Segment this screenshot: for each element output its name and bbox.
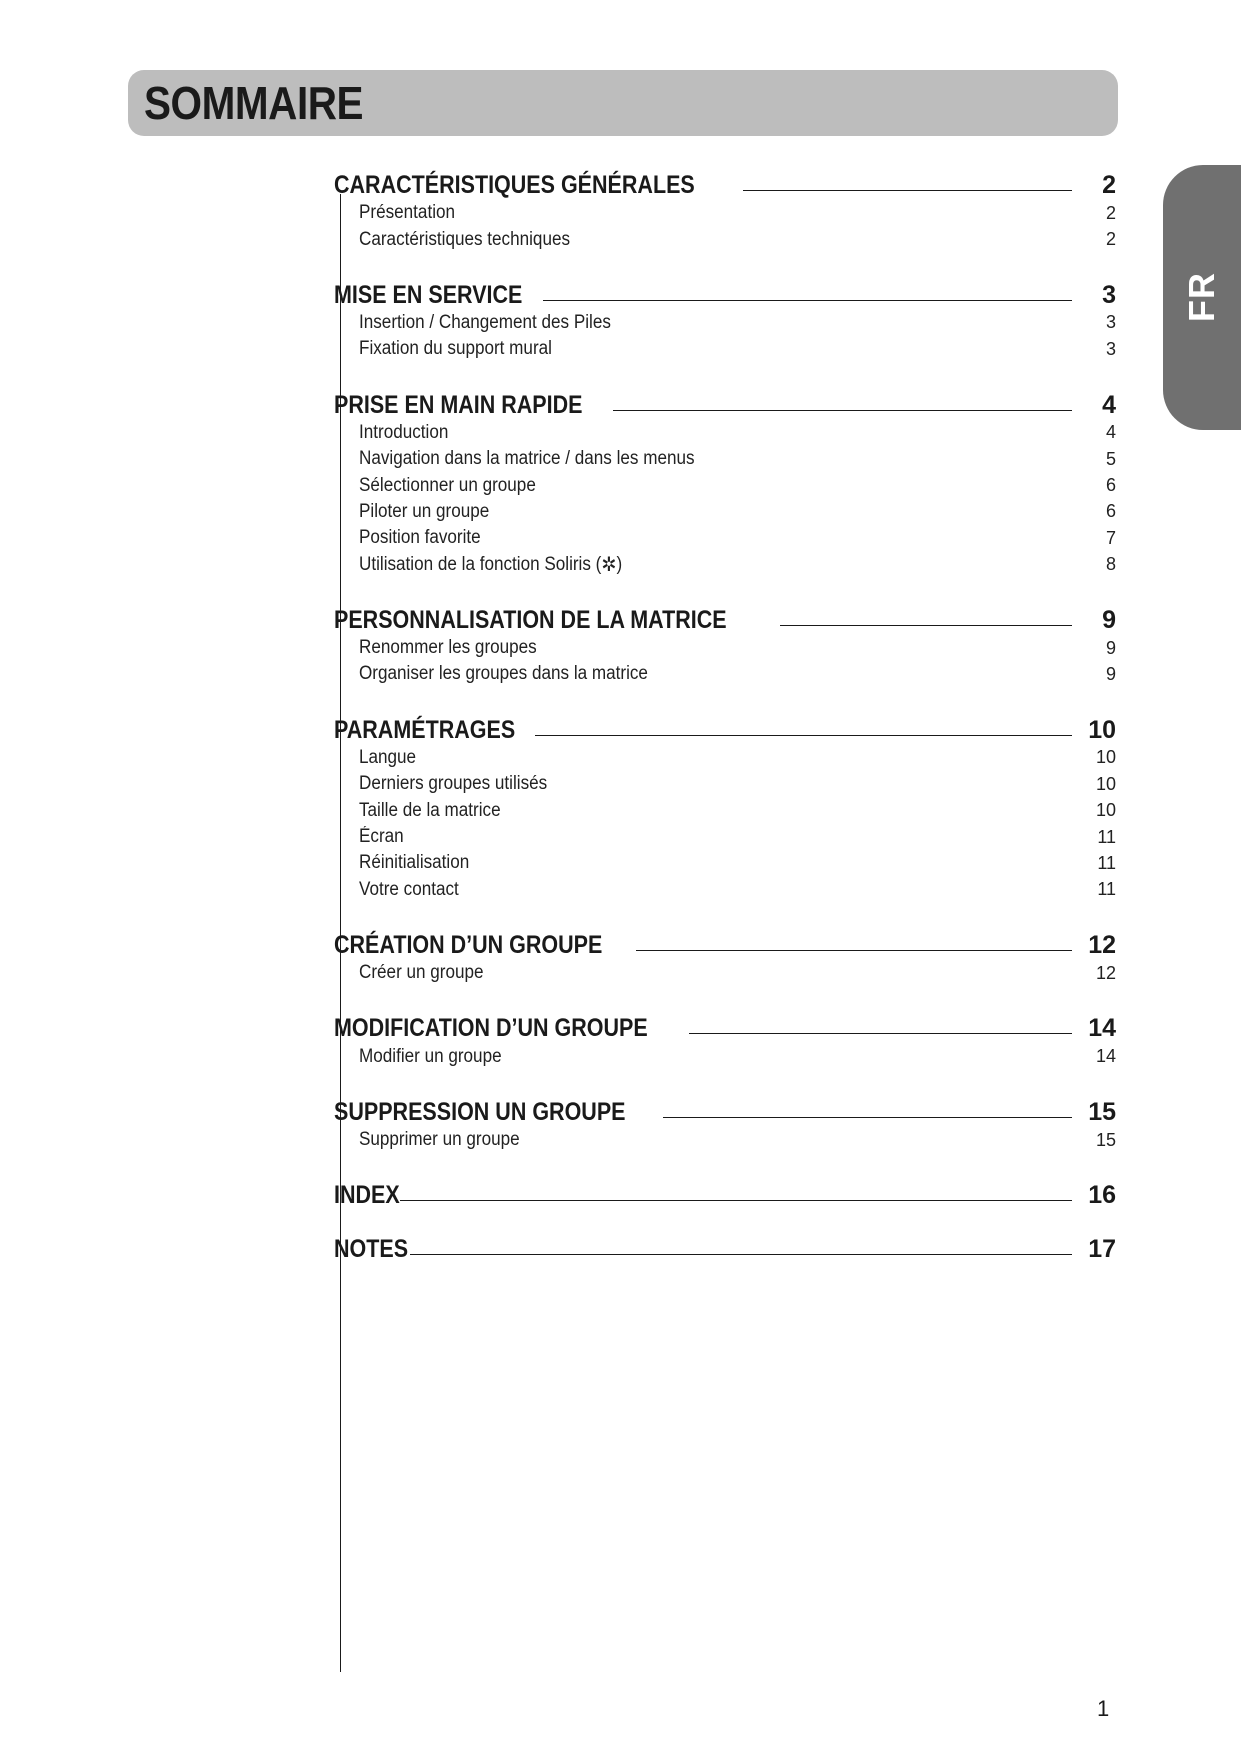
item-page: 12	[1095, 962, 1116, 983]
toc-item[interactable]	[359, 771, 1116, 797]
toc-item[interactable]	[359, 824, 1116, 850]
leader-rule	[543, 300, 1072, 301]
section-title: INDEX	[334, 1181, 400, 1210]
leader-rule	[743, 190, 1072, 191]
toc-section-heading[interactable]	[334, 597, 1116, 635]
section-page: 3	[1102, 280, 1116, 309]
item-label: Fixation du support mural	[359, 338, 552, 360]
toc-item[interactable]	[359, 420, 1116, 446]
item-page: 9	[1105, 663, 1116, 684]
leader-rule	[400, 1200, 1072, 1201]
leader-rule	[535, 735, 1072, 736]
section-title: CRÉATION D’UN GROUPE	[334, 931, 603, 960]
item-label-text: Utilisation de la fonction Soliris (	[359, 554, 602, 576]
item-page: 2	[1105, 202, 1116, 223]
item-page: 11	[1097, 879, 1116, 900]
item-page: 5	[1105, 448, 1116, 469]
table-of-contents	[334, 162, 1116, 1264]
item-label-suffix: )	[616, 554, 623, 576]
section-title: PARAMÉTRAGES	[334, 715, 516, 744]
toc-item[interactable]	[359, 797, 1116, 823]
toc-section	[334, 922, 1116, 986]
item-label: Derniers groupes utilisés	[359, 773, 548, 795]
item-page: 11	[1097, 826, 1116, 847]
item-page: 6	[1105, 501, 1116, 522]
page-title: SOMMAIRE	[144, 77, 364, 129]
toc-section	[334, 272, 1116, 363]
leader-rule	[410, 1254, 1072, 1255]
item-label: Piloter un groupe	[359, 500, 490, 522]
item-label: Introduction	[359, 421, 449, 443]
item-page: 15	[1095, 1129, 1116, 1150]
language-tab-label: FR	[1181, 272, 1222, 322]
leader-rule	[780, 625, 1072, 626]
toc-item[interactable]	[359, 661, 1116, 687]
toc-item[interactable]	[359, 446, 1116, 472]
toc-item[interactable]	[359, 552, 1116, 578]
item-page: 14	[1095, 1046, 1116, 1067]
toc-item[interactable]	[359, 499, 1116, 525]
item-label: Votre contact	[359, 878, 459, 900]
section-page: 16	[1088, 1181, 1116, 1210]
item-page: 6	[1105, 475, 1116, 496]
language-tab[interactable]	[1163, 165, 1241, 430]
toc-item[interactable]	[359, 1127, 1116, 1153]
toc-item[interactable]	[359, 226, 1116, 252]
section-page: 2	[1102, 171, 1116, 199]
item-page: 7	[1105, 527, 1116, 548]
item-label: Navigation dans la matrice / dans les menus	[359, 448, 695, 470]
item-page: 4	[1105, 422, 1116, 443]
toc-item[interactable]	[359, 635, 1116, 661]
item-page: 10	[1095, 747, 1116, 768]
item-label: Insertion / Changement des Piles	[359, 311, 611, 333]
item-label: Sélectionner un groupe	[359, 474, 536, 496]
toc-item[interactable]	[359, 472, 1116, 498]
toc-section-heading[interactable]	[334, 272, 1116, 310]
section-title: CARACTÉRISTIQUES GÉNÉRALES	[334, 171, 695, 199]
title-bar	[128, 70, 1118, 136]
section-page: 9	[1102, 605, 1116, 634]
toc-section-heading[interactable]	[334, 707, 1116, 745]
item-page: 8	[1105, 554, 1116, 575]
item-page: 11	[1097, 852, 1116, 873]
toc-section	[334, 1172, 1116, 1210]
item-label: Taille de la matrice	[359, 799, 501, 821]
section-page: 4	[1102, 390, 1116, 419]
toc-section	[334, 1226, 1116, 1264]
toc-item[interactable]	[359, 1043, 1116, 1069]
item-page: 9	[1105, 637, 1116, 658]
item-label: Supprimer un groupe	[359, 1129, 520, 1150]
toc-section-heading[interactable]	[334, 382, 1116, 420]
toc-section	[334, 162, 1116, 253]
item-page: 3	[1105, 338, 1116, 359]
toc-section-heading[interactable]	[334, 922, 1116, 960]
sun-gear-icon: ✲	[601, 554, 617, 577]
toc-section	[334, 1089, 1116, 1153]
toc-section-heading[interactable]	[334, 1226, 1116, 1264]
section-page: 15	[1088, 1097, 1116, 1126]
item-label: Caractéristiques techniques	[359, 228, 571, 250]
toc-section	[334, 597, 1116, 688]
item-label: Créer un groupe	[359, 962, 484, 984]
toc-section	[334, 382, 1116, 578]
toc-item[interactable]	[359, 850, 1116, 876]
toc-item[interactable]	[359, 745, 1116, 771]
section-title: MISE EN SERVICE	[334, 280, 523, 309]
section-page: 14	[1088, 1014, 1116, 1043]
section-page: 12	[1088, 931, 1116, 960]
toc-section	[334, 707, 1116, 903]
toc-section	[334, 1005, 1116, 1069]
leader-rule	[663, 1117, 1072, 1118]
page-number: 1	[1097, 1696, 1110, 1721]
item-page: 3	[1105, 312, 1116, 333]
item-label: Présentation	[359, 202, 456, 224]
section-title: PERSONNALISATION DE LA MATRICE	[334, 605, 727, 634]
item-label: Langue	[359, 746, 417, 768]
toc-item[interactable]	[359, 960, 1116, 986]
item-page: 2	[1105, 229, 1116, 250]
item-label: Réinitialisation	[359, 852, 470, 874]
item-label: Écran	[359, 826, 404, 848]
toc-item[interactable]	[359, 877, 1116, 903]
section-page: 17	[1088, 1235, 1116, 1264]
item-label: Position favorite	[359, 527, 481, 549]
leader-rule	[613, 410, 1072, 411]
leader-rule	[689, 1033, 1072, 1034]
toc-section-heading[interactable]	[334, 1089, 1116, 1127]
section-title: PRISE EN MAIN RAPIDE	[334, 390, 583, 419]
section-title: MODIFICATION D’UN GROUPE	[334, 1014, 648, 1043]
toc-item[interactable]	[359, 525, 1116, 551]
section-title: SUPPRESSION UN GROUPE	[334, 1097, 626, 1126]
toc-item[interactable]	[359, 200, 1116, 226]
toc-section-heading[interactable]	[334, 1005, 1116, 1043]
item-page: 10	[1095, 773, 1116, 794]
item-label: Modifier un groupe	[359, 1045, 502, 1067]
item-page: 10	[1095, 800, 1116, 821]
leader-rule	[636, 950, 1072, 951]
item-label: Organiser les groupes dans la matrice	[359, 663, 648, 685]
toc-section-heading[interactable]	[334, 162, 1116, 200]
toc-section-heading[interactable]	[334, 1172, 1116, 1210]
toc-item[interactable]	[359, 336, 1116, 362]
section-title: NOTES	[334, 1235, 409, 1264]
toc-item[interactable]	[359, 310, 1116, 336]
item-label	[359, 552, 622, 577]
section-page: 10	[1088, 715, 1116, 744]
item-label: Renommer les groupes	[359, 637, 537, 659]
